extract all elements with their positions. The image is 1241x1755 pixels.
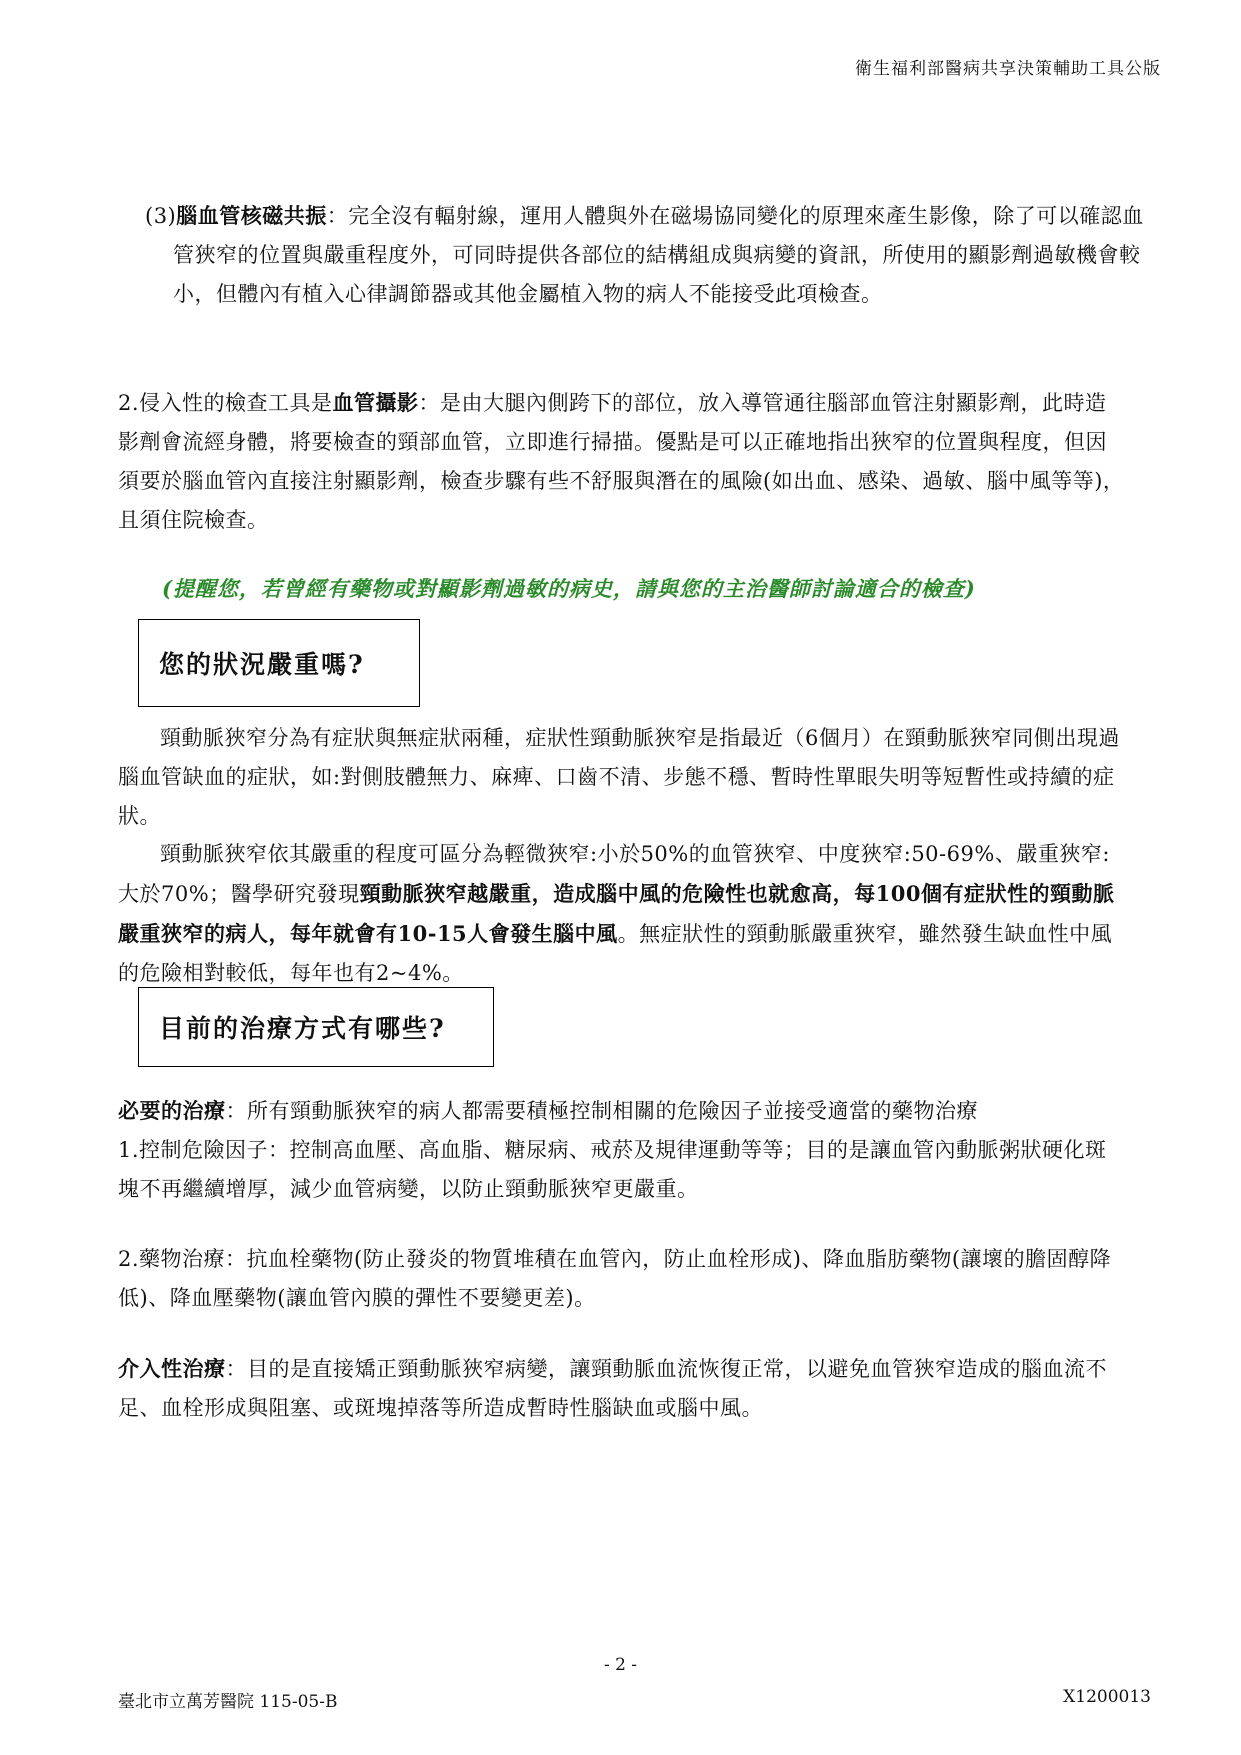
severity-p2-end: 。無症狀性的頸動脈嚴重狹窄，雖然發生缺血性中風的危險相對較低，每年也有2~4%。 (118, 922, 1113, 985)
invasive-term: 血管攝影 (332, 390, 419, 415)
interventional-term: 介入性治療 (118, 1356, 226, 1381)
footer-hospital: 臺北市立萬芳醫院 115-05-B (118, 1692, 338, 1712)
invasive-paragraph (118, 383, 1128, 540)
severity-p2-start: 頸動脈狹窄依其嚴重的程度可區分為輕微狹窄:小於50%的血管狹窄、中度狹窄:50-69%、嚴重狹窄:大於70%；醫學研究發現 (118, 842, 1110, 906)
necessary-treatment-term: 必要的治療 (118, 1098, 226, 1123)
invasive-lead: 2.侵入性的檢查工具是 (118, 391, 333, 415)
allergy-reminder: (提醒您，若曾經有藥物或對顯影劑過敏的病史，請與您的主治醫師討論適合的檢查) (162, 576, 976, 601)
severity-p2-bold: 頸動脈狹窄越嚴重，造成腦中風的危險性也就愈高，每100個有症狀性的頸動脈嚴重狹窄的病人，每年就會有10-15人會發生腦中風 (118, 881, 1115, 946)
medication-item: 2.藥物治療：抗血栓藥物(防止發炎的物質堆積在血管內，防止血栓形成)、降血脂肪藥物(讓壞的膽固醇降低)、降血壓藥物(讓血管內膜的彈性不要變更差)。 (118, 1247, 1112, 1310)
mri-text: ：完全沒有輻射線，運用人體與外在磁場協同變化的原理來產生影像，除了可以確認血管狹窄的位置與嚴重程度外，可同時提供各部位的結構組成與病變的資訊，所使用的顯影劑過敏機會較小，但體內有植入心律調節器或其他金屬植入物的病人不能接受此項檢查。 (173, 204, 1144, 306)
necessary-treatment-paragraph (118, 1091, 1128, 1209)
treatment-heading: 目前的治療方式有哪些? (138, 987, 494, 1067)
mri-term: 腦血管核磁共振 (176, 203, 327, 228)
footer-code: X1200013 (1063, 1687, 1151, 1707)
mri-prefix: (3) (145, 204, 177, 228)
severity-paragraph-1: 頸動脈狹窄分為有症狀與無症狀兩種，症狀性頸動脈狹窄是指最近（6個月）在頸動脈狹窄同側出現過腦血管缺血的症狀，如:對側肢體無力、麻痺、口齒不清、步態不穩、暫時性單眼失明等短暫性或持續的症狀。 (118, 726, 1120, 828)
risk-factor-item: 1.控制危險因子：控制高血壓、高血脂、糖尿病、戒菸及規律運動等等；目的是讓血管內動脈粥狀硬化斑塊不再繼續增厚，減少血管病變，以防止頸動脈狹窄更嚴重。 (118, 1138, 1107, 1201)
document-header: 衛生福利部醫病共享決策輔助工具公版 (855, 59, 1161, 79)
severity-paragraph-2 (118, 835, 1128, 993)
invasive-text: ：是由大腿內側跨下的部位，放入導管通往腦部血管注射顯影劑，此時造影劑會流經身體，將要檢查的頸部血管，立即進行掃描。優點是可以正確地指出狹窄的位置與程度，但因須要於腦血管內直接注射顯影劑，檢查步驟有些不舒服與潛在的風險(如出血、感染、過敏、腦中風等等)，且須住院檢查。 (118, 391, 1125, 532)
interventional-text: ：目的是直接矯正頸動脈狹窄病變，讓頸動脈血流恢復正常，以避免血管狹窄造成的腦血流不足、血栓形成與阻塞、或斑塊掉落等所造成暫時性腦缺血或腦中風。 (118, 1357, 1107, 1420)
interventional-paragraph (118, 1349, 1128, 1428)
mri-paragraph (145, 196, 1158, 314)
severity-heading: 您的狀況嚴重嗎? (138, 619, 420, 707)
page-number: - 2 - (603, 1655, 638, 1675)
necessary-treatment-text: ：所有頸動脈狹窄的病人都需要積極控制相關的危險因子並接受適當的藥物治療 (225, 1099, 978, 1123)
